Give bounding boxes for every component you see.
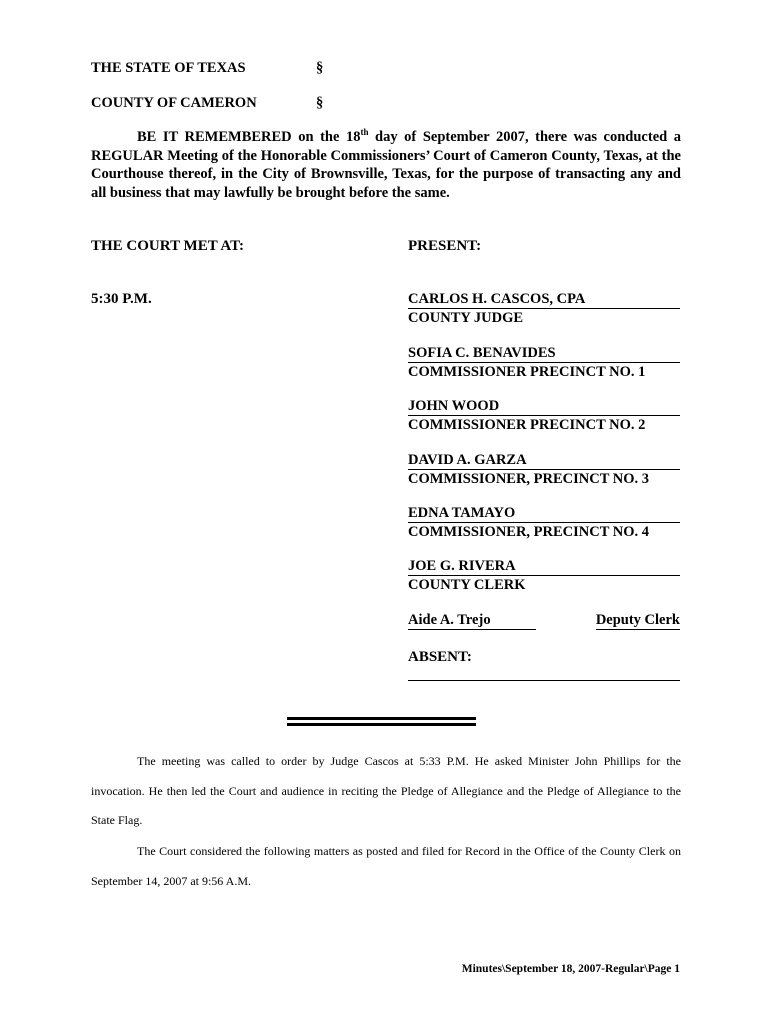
member-title: COMMISSIONER, PRECINCT NO. 3 [408, 471, 650, 487]
body-paragraph-2 [91, 837, 681, 896]
member-title: COMMISSIONER PRECINCT NO. 2 [408, 417, 646, 433]
member-entry [408, 505, 680, 542]
member-name: CARLOS H. CASCOS, CPA [408, 291, 680, 309]
member-name: DAVID A. GARZA [408, 452, 680, 470]
court-met-label: THE COURT MET AT: [91, 238, 244, 254]
body-text-1: The meeting was called to order by Judge Cascos at 5:33 P.M. He asked Minister John Phillips for the invocation. He then led the Court and audience in reciting the Pledge of Allegiance and the Pledge of Allegiance to the State Flag. [91, 754, 681, 827]
body-text-2: The Court considered the following matters as posted and filed for Record in the Office of the County Clerk on September 14, 2007 at 9:56 A.M. [91, 844, 681, 888]
absent-blank-line [408, 680, 680, 681]
intro-ordinal-suffix: th [360, 127, 369, 138]
state-heading: THE STATE OF TEXAS [91, 60, 246, 76]
meeting-time: 5:30 P.M. [91, 291, 152, 307]
deputy-clerk-entry [408, 611, 680, 630]
member-name: SOFIA C. BENAVIDES [408, 345, 680, 363]
deputy-clerk-name: Aide A. Trejo [408, 611, 536, 630]
member-title: COMMISSIONER, PRECINCT NO. 4 [408, 524, 650, 540]
member-entry [408, 345, 680, 382]
intro-text-1: BE IT REMEMBERED on the 18 [137, 129, 361, 145]
intro-paragraph [91, 128, 681, 202]
section-symbol-2: § [316, 95, 324, 111]
member-entry [408, 558, 680, 595]
body-paragraph-1 [91, 747, 681, 836]
separator-rule-bottom [287, 723, 476, 726]
absent-label: ABSENT: [408, 649, 472, 665]
intro-text-2: day of September 2007, there was conducted a REGULAR Meeting of the Honorable Commissioners’ Court of Cameron County, Texas, at the Courthouse thereof, in the City of Brownsville, Texas, for the purpose of transacting any and all business that may lawfully be brought before the same. [91, 129, 682, 201]
member-entry [408, 452, 680, 489]
separator-rule-top [287, 717, 476, 720]
member-entry [408, 398, 680, 435]
section-symbol-1: § [316, 60, 324, 76]
member-title: COUNTY JUDGE [408, 310, 524, 326]
member-name: JOE G. RIVERA [408, 558, 680, 576]
deputy-clerk-title: Deputy Clerk [595, 612, 680, 628]
member-title: COUNTY CLERK [408, 577, 526, 593]
member-title: COMMISSIONER PRECINCT NO. 1 [408, 364, 646, 380]
page-footer: Minutes\September 18, 2007-Regular\Page 1 [461, 963, 680, 975]
member-entry [408, 291, 680, 328]
member-name: EDNA TAMAYO [408, 505, 680, 523]
present-label: PRESENT: [408, 238, 482, 254]
member-name: JOHN WOOD [408, 398, 680, 416]
county-heading: COUNTY OF CAMERON [91, 95, 257, 111]
